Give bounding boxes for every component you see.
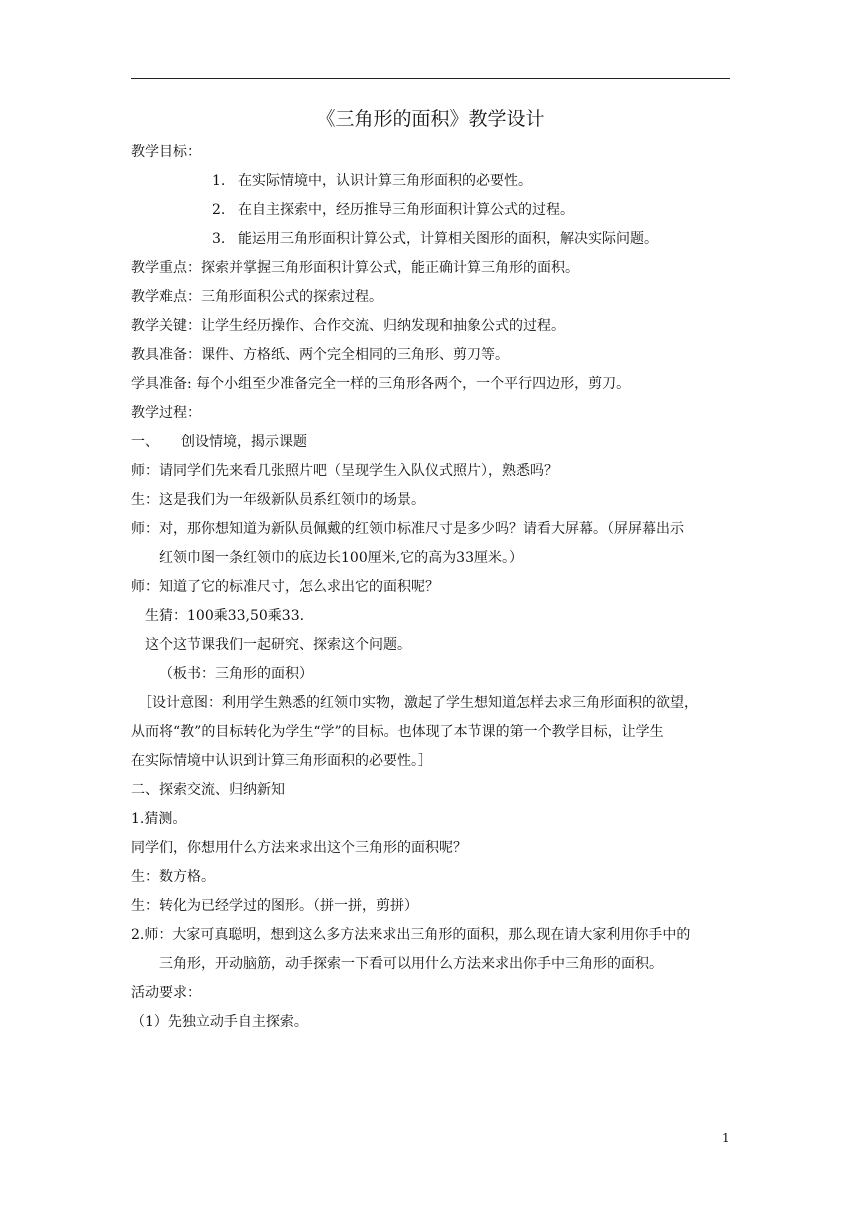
document-title: 《三角形的面积》教学设计 — [316, 108, 545, 130]
design-intent-line: 在实际情境中认识到计算三角形面积的必要性。］ — [131, 753, 432, 769]
dialog-line: 同学们，你想用什么方法来求出这个三角形的面积呢？ — [131, 840, 467, 856]
goal-text: 在实际情境中，认识计算三角形面积的必要性。 — [238, 173, 532, 189]
goal-number: 2. — [212, 202, 226, 218]
dialog-line: 三角形，开动脑筋，动手探索一下看可以用什么方法来求出你手中三角形的面积。 — [159, 956, 663, 972]
section-title: 创设情境，揭示课题 — [181, 434, 307, 450]
section-heading: 二、探索交流、归纳新知 — [131, 782, 285, 798]
subsection-heading: 1.猜测。 — [131, 811, 187, 827]
dialog-line: 红领巾图一条红领巾的底边长100厘米,它的高为33厘米。） — [159, 550, 523, 566]
dialog-line: 这个这节课我们一起研究、探索这个问题。 — [145, 637, 411, 653]
goal-item — [212, 229, 658, 249]
student-tools: 学具准备: 每个小组至少准备完全一样的三角形各两个，一个平行四边形，剪刀。 — [131, 376, 631, 392]
section-heading — [131, 432, 307, 452]
dialog-line: 2.师：大家可真聪明，想到这么多方法来求出三角形的面积，那么现在请大家利用你手中的 — [131, 927, 691, 943]
activity-heading: 活动要求： — [131, 985, 201, 1001]
design-intent-line: 从而将“教”的目标转化为学生“学”的目标。也体现了本节课的第一个教学目标，让学生 — [131, 724, 664, 740]
process-heading: 教学过程： — [131, 405, 201, 421]
dialog-line: 生：转化为已经学过的图形。（拼一拼，剪拼） — [131, 898, 418, 914]
dialog-line: 生：数方格。 — [131, 869, 215, 885]
goals-heading: 教学目标： — [131, 144, 201, 160]
activity-item: （1）先独立动手自主探索。 — [131, 1014, 308, 1030]
goal-item — [212, 171, 532, 191]
dialog-line: 生：这是我们为一年级新队员系红领巾的场景。 — [131, 492, 425, 508]
teaching-key: 教学关键：让学生经历操作、合作交流、归纳发现和抽象公式的过程。 — [131, 318, 565, 334]
goal-text: 在自主探索中，经历推导三角形面积计算公式的过程。 — [238, 202, 574, 218]
key-point: 教学重点：探索并掌握三角形面积计算公式，能正确计算三角形的面积。 — [131, 260, 579, 276]
goal-number: 3. — [212, 231, 226, 247]
dialog-line: 师：知道了它的标准尺寸，怎么求出它的面积呢？ — [131, 579, 439, 595]
header-rule — [131, 78, 730, 79]
goal-item — [212, 200, 574, 220]
goal-text: 能运用三角形面积计算公式，计算相关图形的面积，解决实际问题。 — [238, 231, 658, 247]
dialog-line: 生猜：100乘33,50乘33. — [145, 608, 305, 624]
teacher-tools: 教具准备：课件、方格纸、两个完全相同的三角形、剪刀等。 — [131, 347, 509, 363]
dialog-line: 师：对，那你想知道为新队员佩戴的红领巾标准尺寸是多少吗？请看大屏幕。（屏屏幕出示 — [131, 521, 684, 537]
page-number: 1 — [722, 1131, 730, 1145]
design-intent-line: ［设计意图：利用学生熟悉的红领巾实物，激起了学生想知道怎样去求三角形面积的欲望， — [138, 695, 698, 711]
dialog-line: 师：请同学们先来看几张照片吧（呈现学生入队仪式照片），熟悉吗？ — [131, 463, 558, 479]
blackboard-note: （板书：三角形的面积） — [159, 666, 313, 682]
difficulty: 教学难点：三角形面积公式的探索过程。 — [131, 289, 383, 305]
section-number: 一、 — [131, 434, 159, 450]
goal-number: 1. — [212, 173, 226, 189]
